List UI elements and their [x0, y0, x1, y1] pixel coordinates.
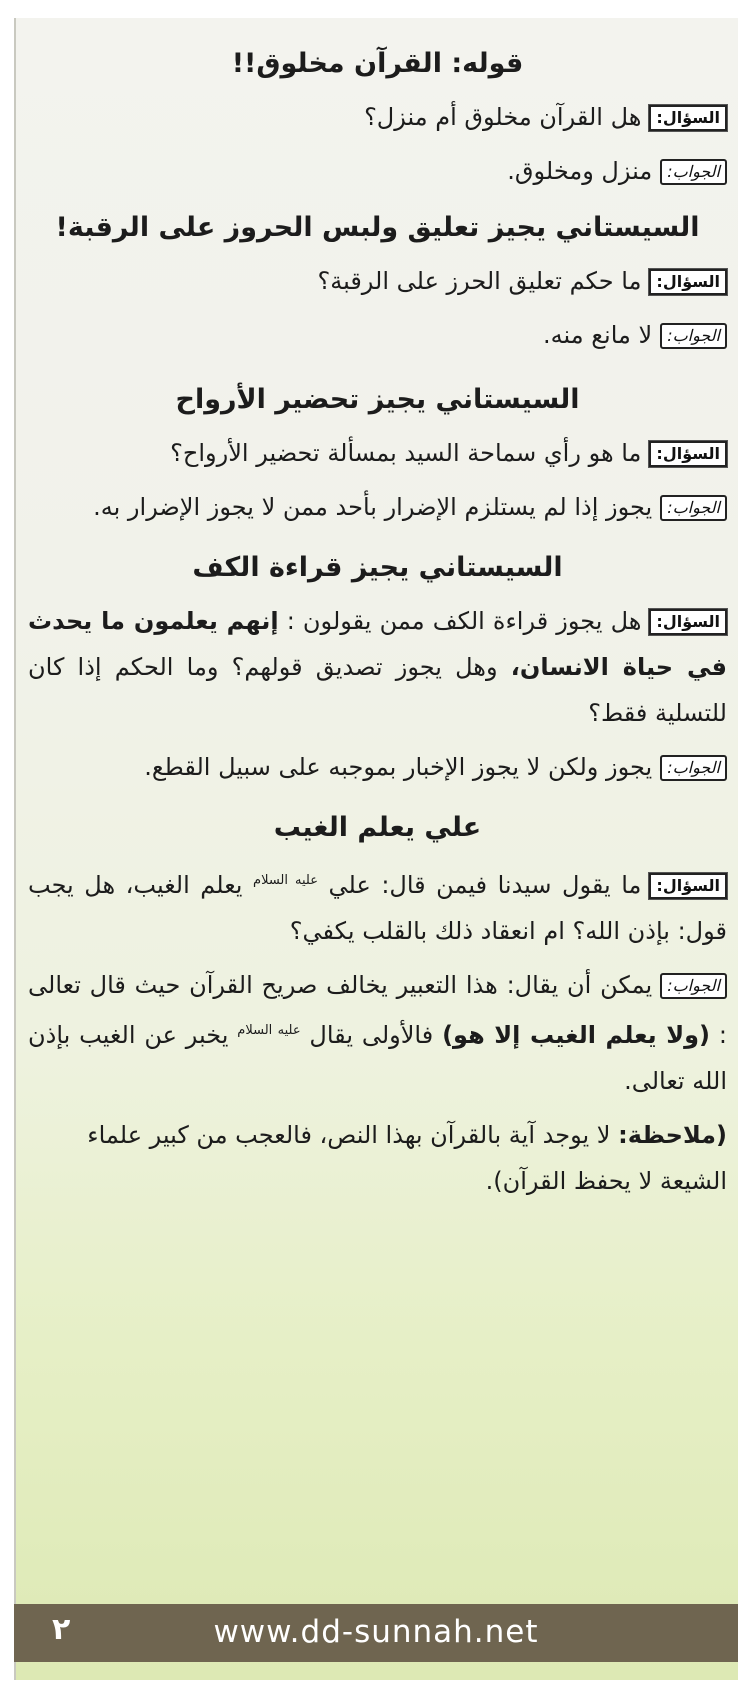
note: [28, 1112, 727, 1204]
question-text-part1: هل يجوز قراءة الكف ممن يقولون :: [286, 607, 642, 635]
question-text-part2: وهل يجوز تصديق قولهم؟ وما الحكم إذا كان للتسلية فقط؟: [28, 653, 727, 727]
section-title: السيستاني يجيز تحضير الأرواح: [175, 384, 580, 415]
section-title: علي يعلم الغيب: [273, 812, 482, 843]
content: [28, 44, 727, 1204]
answer-text-part2: فالأولى يقال: [309, 1021, 434, 1049]
answer-honorific: عليه السلام: [237, 1023, 301, 1038]
answer-text: يجوز إذا لم يستلزم الإضرار بأحد ممن لا يجوز الإضرار به.: [93, 493, 653, 521]
answer-quran-quote: (ولا يعلم الغيب إلا هو): [442, 1021, 711, 1049]
section-title: السيستاني يجيز تعليق ولبس الحروز على الرقبة!: [55, 212, 700, 243]
question: [28, 430, 727, 476]
page-number: ٢: [52, 1612, 71, 1647]
answer-label: الجواب:: [660, 159, 727, 185]
question-text: هل القرآن مخلوق أم منزل؟: [364, 103, 642, 131]
question-text-part1: ما يقول سيدنا فيمن قال: علي: [328, 871, 642, 899]
answer-text-part3: يخبر عن الغيب بإذن الله تعالى.: [28, 1021, 727, 1095]
note-label: (ملاحظة:: [618, 1121, 727, 1149]
section-palm-reading: [28, 548, 727, 790]
answer-label: الجواب:: [660, 755, 727, 781]
question: [28, 598, 727, 736]
question-label: السؤال:: [649, 873, 727, 899]
answer: [28, 962, 727, 1104]
footer-url: www.dd-sunnah.net: [213, 1614, 539, 1650]
section-title: قوله: القرآن مخلوق!!: [231, 48, 524, 79]
section-title: السيستاني يجيز قراءة الكف: [192, 552, 563, 583]
question-text: ما هو رأي سماحة السيد بمسألة تحضير الأرواح؟: [170, 439, 642, 467]
section-quran-created: [28, 44, 727, 194]
section-amulets: [28, 208, 727, 358]
question-text-part2: يعلم الغيب، هل يجب قول: بإذن الله؟ ام انعقاد ذلك بالقلب يكفي؟: [28, 871, 727, 945]
question-label: السؤال:: [649, 269, 727, 295]
question: [28, 258, 727, 304]
question-label: السؤال:: [649, 609, 727, 635]
note-text: لا يوجد آية بالقرآن بهذا النص، فالعجب من كبير علماء الشيعة لا يحفظ القرآن).: [87, 1121, 727, 1195]
answer-text: منزل ومخلوق.: [507, 157, 653, 185]
answer: [28, 484, 727, 530]
question: [28, 858, 727, 954]
answer-text-part1: يمكن أن يقال: هذا التعبير يخالف صريح القرآن حيث قال تعالى :: [28, 971, 727, 1049]
answer-label: الجواب:: [660, 973, 727, 999]
answer: [28, 312, 727, 358]
answer: [28, 744, 727, 790]
answer-label: الجواب:: [660, 495, 727, 521]
question-text: ما حكم تعليق الحرز على الرقبة؟: [317, 267, 642, 295]
answer-text: لا مانع منه.: [543, 321, 653, 349]
question: [28, 94, 727, 140]
footer-bar: [14, 1604, 738, 1662]
question-text-bold: إنهم يعلمون ما يحدث في حياة الانسان،: [28, 607, 727, 681]
answer-label: الجواب:: [660, 323, 727, 349]
section-unseen: [28, 808, 727, 1204]
answer-text: يجوز ولكن لا يجوز الإخبار بموجبه على سبيل القطع.: [144, 753, 653, 781]
question-label: السؤال:: [649, 441, 727, 467]
question-label: السؤال:: [649, 105, 727, 131]
honorific: عليه السلام: [253, 873, 318, 888]
section-spirits: [28, 380, 727, 530]
answer: [28, 148, 727, 194]
